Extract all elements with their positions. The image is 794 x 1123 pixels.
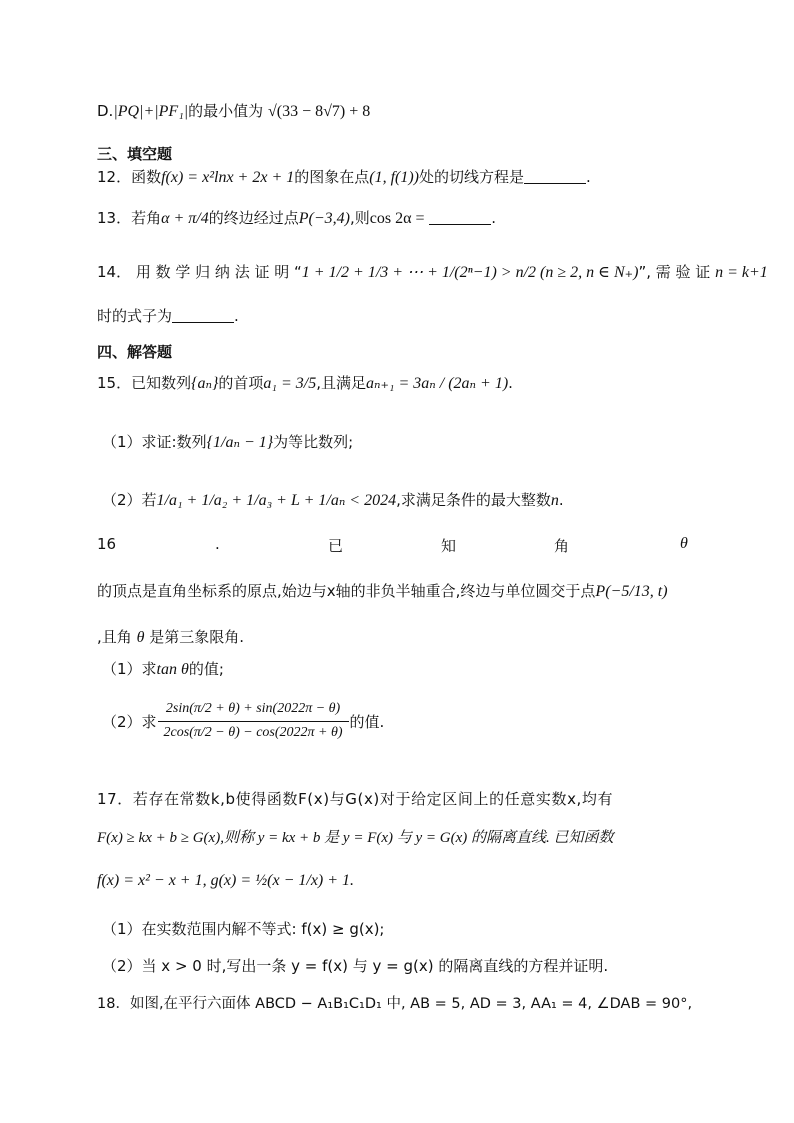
q14-condition: n = k+1 (715, 264, 768, 281)
section-fill-blank-title: 三、填空题 (97, 145, 173, 163)
q16-p2-numerator: 2sin(π/2 + θ) + sin(2022π − θ) (158, 698, 349, 722)
q16-word-2: 知 (441, 537, 457, 555)
q16-line3-b: 是第三象限角. (149, 628, 244, 646)
q12-text-2: 处的切线方程是 (419, 168, 525, 186)
q17-part-1: （1）在实数范围内解不等式: f(x) ≥ g(x); (102, 920, 385, 938)
q16-p2-text: 的值. (349, 712, 385, 731)
q14-answer-blank[interactable] (172, 308, 234, 323)
q15-recurrence: aₙ₊₁ = 3aₙ / (2aₙ + 1) (365, 375, 509, 392)
q16-theta-2: θ (136, 629, 145, 646)
q16-p1-expr: tan θ (156, 661, 189, 678)
option-d-label: D. (97, 102, 114, 120)
q13-answer-blank[interactable] (429, 210, 491, 225)
q16-p2-label: （2）求 (102, 712, 157, 731)
q14-end: . (234, 307, 239, 325)
question-17: 17．若存在常数k,b使得函数F(x)与G(x)对于给定区间上的任意实数x,均有 (97, 790, 614, 808)
q15-text: 的首项 (218, 374, 264, 392)
q16-point: P(−5/13, t) (595, 583, 668, 600)
option-d-text: 的最小值为 (188, 102, 264, 120)
q15-part-1 (102, 431, 353, 452)
q16-line3-a: ,且角 (97, 628, 132, 646)
option-d-value: √(33 − 8√7) + 8 (267, 103, 371, 120)
q14-inequality: 1 + 1/2 + 1/3 + ⋯ + 1/(2ⁿ−1) > n/2 (n ≥ 2, n ∈ N₊) (301, 264, 639, 281)
q16-p2-fraction (158, 698, 349, 744)
option-d (97, 100, 370, 121)
q16-dot: . (215, 535, 220, 553)
question-15 (97, 372, 513, 393)
q15-number: 15．已知数列 (97, 374, 192, 392)
q16-part-1 (102, 658, 224, 679)
q13-expression: cos 2α = (369, 210, 425, 227)
q16-word-1: 已 (328, 537, 344, 555)
question-13 (97, 207, 496, 228)
q17-line-3: f(x) = x² − x + 1, g(x) = ½(x − 1/x) + 1. (97, 872, 355, 889)
q15-p2-var: n (550, 492, 559, 509)
q12-end: . (586, 168, 591, 186)
q13-text: 的终边经过点 (208, 209, 299, 227)
q13-angle: α + π/4 (161, 210, 209, 227)
q16-line-3 (97, 626, 244, 647)
q15-sequence: {aₙ} (191, 375, 219, 392)
q15-p1-sequence: {1/aₙ − 1} (206, 434, 274, 451)
q13-end: . (491, 209, 497, 227)
q14-number: 14． 用 数 学 归 纳 法 证 明 “ (97, 263, 302, 281)
q16-line2-text: 的顶点是直角坐标系的原点,始边与x轴的非负半轴重合,终边与单位圆交于点 (97, 582, 596, 600)
q17-part-2: （2）当 x > 0 时,写出一条 y = f(x) 与 y = g(x) 的隔离直线的方程并证明. (102, 957, 609, 975)
q12-number: 12．函数 (97, 168, 162, 186)
q15-p2-text: ,求满足条件的最大整数 (396, 491, 551, 509)
question-12 (97, 166, 591, 187)
q15-p1-label: （1）求证:数列 (102, 433, 207, 451)
q16-word-3: 角 (554, 537, 570, 555)
q14-text: ”, 需 验 证 (638, 263, 711, 281)
q15-part-2 (102, 489, 564, 510)
q14-line2-text: 时的式子为 (97, 307, 173, 325)
q15-first-term: a₁ = 3/5 (263, 375, 317, 392)
q16-part-2 (102, 698, 384, 744)
q12-answer-blank[interactable] (524, 169, 586, 184)
q13-number: 13．若角 (97, 209, 162, 227)
q15-text-2: ,且满足 (316, 374, 366, 392)
question-14-line-2 (97, 305, 239, 326)
q12-text: 的图象在点 (294, 168, 370, 186)
q15-p2-expression: 1/a₁ + 1/a₂ + 1/a₃ + L + 1/aₙ < 2024 (156, 492, 397, 509)
q16-number: 16 (97, 535, 117, 553)
q15-end: . (508, 374, 513, 392)
q16-theta: θ (680, 535, 688, 552)
question-18: 18．如图,在平行六面体 ABCD − A₁B₁C₁D₁ 中, AB = 5, AD = 3, AA₁ = 4, ∠DAB = 90°, (97, 996, 693, 1012)
q12-function: f(x) = x²lnx + 2x + 1 (161, 169, 295, 186)
q16-line-2 (97, 580, 668, 601)
section-answer-title: 四、解答题 (97, 343, 173, 361)
q13-text-2: ,则 (350, 209, 370, 227)
q13-point: P(−3,4) (298, 210, 350, 227)
option-d-expr: |PQ|+|PF₁| (113, 103, 189, 120)
q17-line-2: F(x) ≥ kx + b ≥ G(x),则称 y = kx + b 是 y = F(x) 与 y = G(x) 的隔离直线. 已知函数 (97, 830, 614, 846)
q12-point: (1, f(1)) (369, 169, 420, 186)
q15-p2-label: （2）若 (102, 491, 157, 509)
question-16 (97, 535, 697, 555)
question-14 (97, 261, 768, 282)
q16-p1-label: （1）求 (102, 660, 157, 678)
q16-p1-text: 的值; (188, 660, 224, 678)
q15-p2-end: . (558, 491, 564, 509)
q16-p2-denominator: 2cos(π/2 − θ) − cos(2022π + θ) (163, 724, 343, 740)
q15-p1-text: 为等比数列; (273, 433, 354, 451)
